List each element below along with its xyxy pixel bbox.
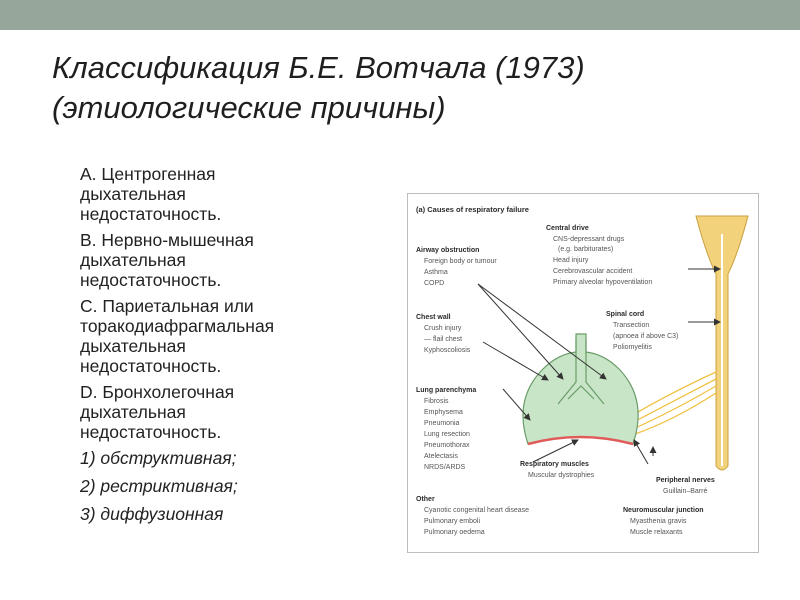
central-drive-line: Head injury (553, 257, 589, 264)
other-group (416, 496, 529, 536)
classification-list (80, 164, 390, 532)
other-line: Cyanotic congenital heart disease (424, 507, 530, 514)
lung-parenchyma-group (416, 387, 476, 471)
neuromuscular-junction-line: Muscle relaxants (630, 529, 683, 536)
chest-wall-line: Kyphoscoliosis (424, 347, 471, 354)
spinal-cord-heading: Spinal cord (606, 311, 645, 318)
central-drive-line: CNS-depressant drugs (553, 236, 625, 243)
airway-obstruction-heading: Airway obstruction (416, 247, 480, 254)
subtype-item: 3) диффузионная (80, 504, 224, 524)
airway-obstruction-group (416, 247, 497, 287)
spinal-cord-line: (apnoea if above C3) (613, 333, 679, 340)
top-bar (0, 0, 800, 30)
neuromuscular-junction-heading: Neuromuscular junction (623, 507, 704, 514)
airway-obstruction-line: COPD (424, 280, 445, 287)
respiratory-muscles-line: Muscular dystrophies (528, 472, 595, 479)
lung-parenchyma-line: Pneumothorax (424, 442, 470, 449)
list-item: D. Бронхолегочная дыхательная недостаточность. (80, 382, 235, 442)
central-drive-heading: Central drive (546, 225, 589, 232)
diagram-svg (408, 194, 758, 552)
spinal-cord-group (606, 311, 678, 351)
respiratory-muscles-heading: Respiratory muscles (520, 461, 589, 468)
subtype-item: 2) рестриктивная; (80, 476, 238, 496)
lung-parenchyma-line: Atelectasis (424, 453, 458, 460)
lung-parenchyma-heading: Lung parenchyma (416, 387, 477, 394)
respiratory-failure-diagram (407, 193, 759, 553)
list-item: C. Париетальная или торакодиафрагмальная дыхательная недостаточность. (80, 296, 275, 376)
chest-wall-group (416, 314, 471, 354)
lung-parenchyma-line: Lung resection (424, 431, 470, 438)
chest-wall-line: Crush injury (424, 325, 462, 332)
central-drive-line: Primary alveolar hypoventilation (553, 279, 653, 286)
peripheral-nerves-group (656, 477, 715, 495)
peripheral-nerves-line: Guillain–Barré (663, 488, 708, 495)
peripheral-nerves-heading: Peripheral nerves (656, 477, 715, 484)
central-drive-line: Cerebrovascular accident (553, 268, 633, 275)
neuromuscular-junction-group (623, 507, 704, 536)
diagram-caption: (a) Causes of respiratory failure (416, 205, 529, 214)
spinal-cord-line: Poliomyelitis (613, 344, 652, 351)
slide-title (52, 48, 772, 128)
airway-obstruction-line: Asthma (424, 269, 448, 276)
title-line-2: (этиологические причины) (52, 90, 446, 125)
neuromuscular-junction-line: Myasthenia gravis (630, 518, 687, 525)
airway-obstruction-line: Foreign body or tumour (424, 258, 497, 265)
title-line-1: Классификация Б.Е. Вотчала (1973) (52, 50, 585, 85)
central-drive-group (546, 225, 652, 286)
spinal-cord-line: Transection (613, 322, 650, 329)
list-item: A. Центрогенная дыхательная недостаточность. (80, 164, 222, 224)
chest-wall-line: — flail chest (424, 336, 463, 343)
lung-parenchyma-line: Emphysema (424, 409, 463, 416)
lung-parenchyma-line: Pneumonia (424, 420, 460, 427)
list-item: B. Нервно-мышечная дыхательная недостаточность. (80, 230, 254, 290)
other-line: Pulmonary oedema (424, 529, 485, 536)
peripheral-nerve-lines (626, 372, 716, 437)
subtype-item: 1) обструктивная; (80, 448, 237, 468)
other-line: Pulmonary emboli (424, 518, 481, 525)
lung-parenchyma-line: NRDS/ARDS (424, 464, 466, 471)
chest-wall-heading: Chest wall (416, 314, 451, 321)
respiratory-muscles-group (520, 461, 595, 479)
lung-parenchyma-line: Fibrosis (424, 398, 449, 405)
central-drive-line: (e.g. barbiturates) (558, 246, 614, 253)
other-heading: Other (416, 496, 435, 503)
